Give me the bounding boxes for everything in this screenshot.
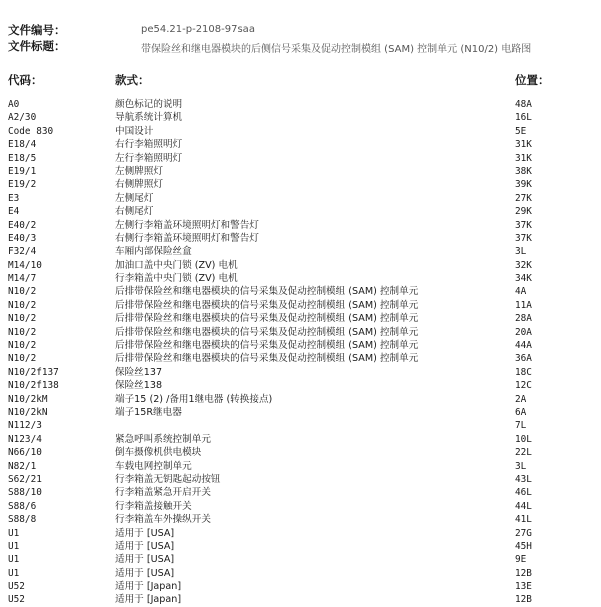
row-description: 适用于 [USA] xyxy=(115,527,175,539)
row-description: 适用于 [USA] xyxy=(115,540,175,552)
row-code: N10/2 xyxy=(8,353,37,365)
row-code: S62/21 xyxy=(8,473,42,485)
row-code: U1 xyxy=(8,540,20,552)
table-row xyxy=(0,366,601,379)
row-code: U1 xyxy=(8,567,20,579)
row-position: 2A xyxy=(515,393,527,405)
row-position: 5E xyxy=(515,125,527,137)
row-description: 行李箱盖紧急开启开关 xyxy=(115,487,211,499)
row-position: 41L xyxy=(515,514,532,526)
row-position: 32K xyxy=(515,259,532,271)
table-row xyxy=(0,272,601,285)
row-description: 加油口盖中央门锁 (ZV) 电机 xyxy=(115,259,238,271)
component-table xyxy=(0,98,601,607)
row-code: N10/2kN xyxy=(8,406,48,418)
row-code: A0 xyxy=(8,99,20,110)
row-code: N10/2 xyxy=(8,286,37,298)
row-position: 39K xyxy=(515,179,532,191)
row-position: 37K xyxy=(515,219,532,231)
row-code: U1 xyxy=(8,554,20,566)
table-row xyxy=(0,192,601,205)
table-row xyxy=(0,165,601,178)
row-description: 适用于 [USA] xyxy=(115,567,175,579)
table-row xyxy=(0,553,601,566)
row-code: N123/4 xyxy=(8,433,42,445)
table-row xyxy=(0,446,601,459)
table-row xyxy=(0,460,601,473)
table-row xyxy=(0,419,601,432)
row-code: E19/1 xyxy=(8,165,37,177)
row-description: 适用于 [USA] xyxy=(115,554,175,566)
column-header-model: 款式： xyxy=(115,73,150,87)
row-position: 12B xyxy=(515,594,532,606)
table-row xyxy=(0,500,601,513)
row-code: N10/2f138 xyxy=(8,380,59,392)
row-description: 左行李箱照明灯 xyxy=(115,152,183,164)
row-position: 43L xyxy=(515,473,532,485)
row-description: 行李箱盖接触开关 xyxy=(115,500,192,512)
row-position: 16L xyxy=(515,112,532,124)
row-position: 27K xyxy=(515,192,532,204)
row-position: 13E xyxy=(515,581,532,593)
row-position: 31K xyxy=(515,139,532,151)
column-header-position: 位置： xyxy=(515,73,550,87)
table-row xyxy=(0,473,601,486)
row-description: 右侧行李箱盖环境照明灯和警告灯 xyxy=(115,232,259,244)
row-description: 右侧牌照灯 xyxy=(115,179,163,191)
row-position: 9E xyxy=(515,554,527,566)
table-row xyxy=(0,138,601,151)
row-code: E3 xyxy=(8,192,20,204)
table-row xyxy=(0,379,601,392)
row-code: N10/2 xyxy=(8,299,37,311)
row-description: 紧急呼叫系统控制单元 xyxy=(115,433,211,445)
table-row xyxy=(0,299,601,312)
row-position: 7L xyxy=(515,420,527,432)
table-row xyxy=(0,312,601,325)
row-position: 28A xyxy=(515,313,532,325)
row-code: M14/10 xyxy=(8,259,42,271)
row-position: 12C xyxy=(515,380,532,392)
row-description: 后排带保险丝和继电器模块的信号采集及促动控制模组 (SAM) 控制单元 xyxy=(115,340,419,352)
row-description: 端子15R继电器 xyxy=(115,406,182,418)
row-description: 适用于 [Japan] xyxy=(115,594,182,606)
row-code: S88/8 xyxy=(8,514,37,526)
row-description: 左侧尾灯 xyxy=(115,192,154,204)
row-position: 27G xyxy=(515,527,532,539)
table-row xyxy=(0,111,601,124)
row-description: 后排带保险丝和继电器模块的信号采集及促动控制模组 (SAM) 控制单元 xyxy=(115,326,419,338)
doc-title-value: 带保险丝和继电器模块的后侧信号采集及促动控制模组 (SAM) 控制单元 (N10/2) 电路图 xyxy=(141,44,532,55)
row-code: E40/2 xyxy=(8,219,37,231)
table-row xyxy=(0,152,601,165)
table-row xyxy=(0,326,601,339)
row-description: 车载电网控制单元 xyxy=(115,460,192,472)
row-position: 44L xyxy=(515,500,532,512)
table-row xyxy=(0,232,601,245)
row-position: 37K xyxy=(515,232,532,244)
table-row xyxy=(0,285,601,298)
table-row xyxy=(0,219,601,232)
row-description: 后排带保险丝和继电器模块的信号采集及促动控制模组 (SAM) 控制单元 xyxy=(115,313,419,325)
row-position: 36A xyxy=(515,353,532,365)
table-row xyxy=(0,406,601,419)
table-row xyxy=(0,205,601,218)
row-code: M14/7 xyxy=(8,273,37,285)
row-description: 行李箱盖无钥匙起动按钮 xyxy=(115,473,221,485)
row-position: 20A xyxy=(515,326,532,338)
row-description: 端子15 (2) /备用1继电器 (转换接点) xyxy=(115,393,273,405)
row-position: 18C xyxy=(515,366,532,378)
table-row xyxy=(0,259,601,272)
row-description: 左侧牌照灯 xyxy=(115,165,163,177)
column-header-code: 代码： xyxy=(8,73,43,87)
row-code: N10/2 xyxy=(8,340,37,352)
doc-number-label: 文件编号： xyxy=(8,23,66,37)
row-description: 中国设计 xyxy=(115,125,154,137)
row-code: N10/2kM xyxy=(8,393,48,405)
row-code: N10/2f137 xyxy=(8,366,59,378)
row-position: 4A xyxy=(515,286,527,298)
row-code: S88/10 xyxy=(8,487,42,499)
table-row xyxy=(0,486,601,499)
row-position: 29K xyxy=(515,206,532,218)
row-description: 右侧尾灯 xyxy=(115,206,154,218)
table-row xyxy=(0,352,601,365)
row-code: U52 xyxy=(8,594,25,606)
table-row xyxy=(0,433,601,446)
row-description: 右行李箱照明灯 xyxy=(115,139,183,151)
table-row xyxy=(0,98,601,111)
row-position: 3L xyxy=(515,246,527,258)
table-row xyxy=(0,178,601,191)
row-description: 适用于 [Japan] xyxy=(115,581,182,593)
row-code: E19/2 xyxy=(8,179,37,191)
row-code: N10/2 xyxy=(8,326,37,338)
row-code: E4 xyxy=(8,206,20,218)
row-code: E18/5 xyxy=(8,152,37,164)
row-description: 行李箱盖中央门锁 (ZV) 电机 xyxy=(115,273,238,285)
row-position: 11A xyxy=(515,299,532,311)
doc-number-value: pe54.21-p-2108-97saa xyxy=(141,24,255,35)
row-code: N82/1 xyxy=(8,460,37,472)
row-position: 6A xyxy=(515,406,527,418)
row-description: 左侧行李箱盖环境照明灯和警告灯 xyxy=(115,219,259,231)
row-position: 22L xyxy=(515,447,532,459)
table-row xyxy=(0,125,601,138)
row-position: 38K xyxy=(515,165,532,177)
row-code: U52 xyxy=(8,581,25,593)
doc-title-label: 文件标题： xyxy=(8,39,66,53)
row-position: 48A xyxy=(515,99,532,110)
row-description: 导航系统计算机 xyxy=(115,112,183,124)
row-description: 后排带保险丝和继电器模块的信号采集及促动控制模组 (SAM) 控制单元 xyxy=(115,353,419,365)
row-description: 后排带保险丝和继电器模块的信号采集及促动控制模组 (SAM) 控制单元 xyxy=(115,286,419,298)
row-description: 保险丝137 xyxy=(115,366,163,378)
row-code: E40/3 xyxy=(8,232,37,244)
table-row xyxy=(0,393,601,406)
row-code: N10/2 xyxy=(8,313,37,325)
row-code: U1 xyxy=(8,527,20,539)
row-description: 行李箱盖车外操纵开关 xyxy=(115,514,211,526)
row-code: Code 830 xyxy=(8,125,54,137)
row-position: 10L xyxy=(515,433,532,445)
row-description: 倒车摄像机供电模块 xyxy=(115,447,202,459)
row-description: 车厢内部保险丝盒 xyxy=(115,246,192,258)
row-position: 46L xyxy=(515,487,532,499)
table-row xyxy=(0,513,601,526)
table-row xyxy=(0,580,601,593)
row-code: N112/3 xyxy=(8,420,42,432)
row-position: 3L xyxy=(515,460,527,472)
row-description: 颜色标记的说明 xyxy=(115,99,183,110)
row-code: E18/4 xyxy=(8,139,37,151)
row-position: 34K xyxy=(515,273,532,285)
row-position: 44A xyxy=(515,340,532,352)
table-row xyxy=(0,339,601,352)
row-code: A2/30 xyxy=(8,112,37,124)
row-position: 45H xyxy=(515,540,532,552)
row-code: N66/10 xyxy=(8,447,42,459)
row-position: 31K xyxy=(515,152,532,164)
row-description: 保险丝138 xyxy=(115,380,163,392)
row-code: S88/6 xyxy=(8,500,37,512)
table-row xyxy=(0,540,601,553)
row-code: F32/4 xyxy=(8,246,37,258)
row-position: 12B xyxy=(515,567,532,579)
row-description: 后排带保险丝和继电器模块的信号采集及促动控制模组 (SAM) 控制单元 xyxy=(115,299,419,311)
table-row xyxy=(0,567,601,580)
table-row xyxy=(0,245,601,258)
table-row xyxy=(0,527,601,540)
